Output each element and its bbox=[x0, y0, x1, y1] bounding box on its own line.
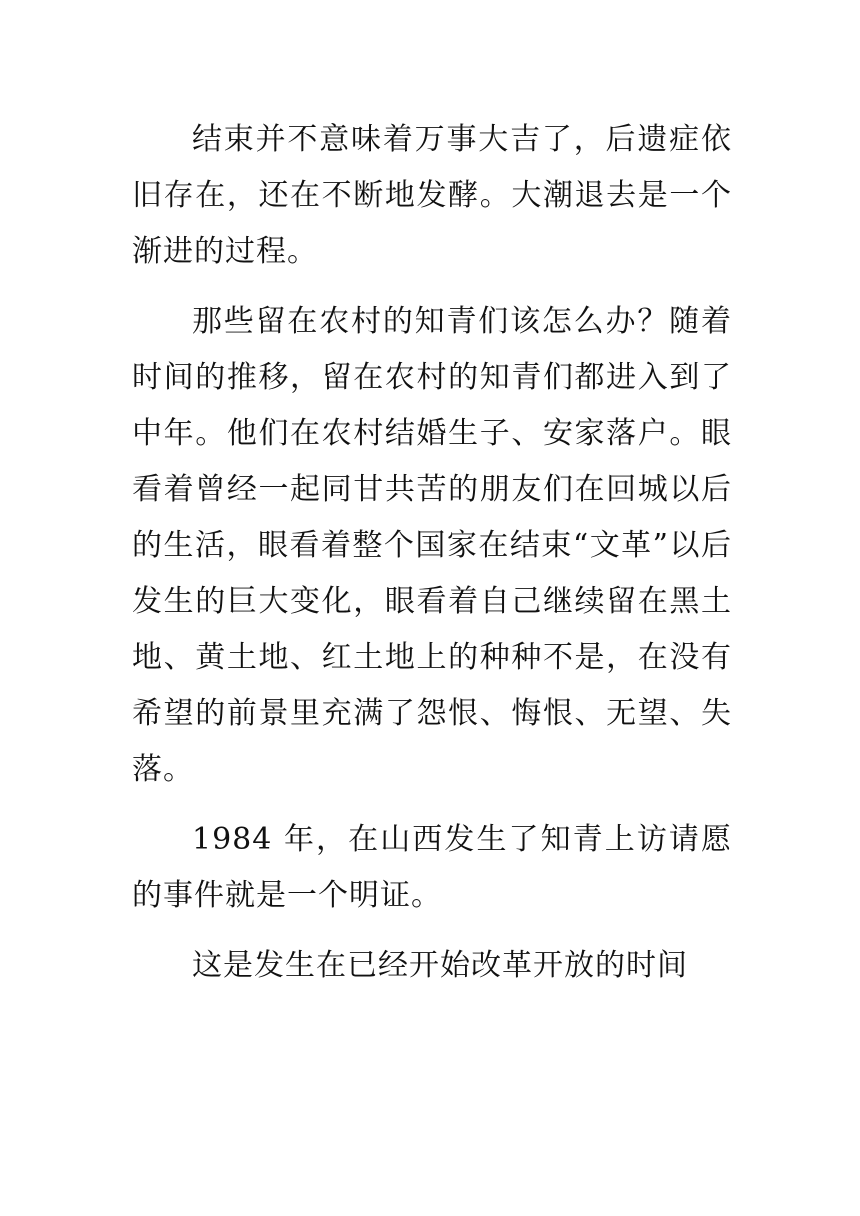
paragraph-2: 那些留在农村的知青们该怎么办？随着时间的推移，留在农村的知青们都进入到了中年。他们在农村结婚生子、安家落户。眼看着曾经一起同甘共苦的朋友们在回城以后的生活，眼看着整个国家在结束“文革”以后发生的巨大变化，眼看着自己继续留在黑土地、黄土地、红土地上的种种不是，在没有希望的前景里充满了怨恨、悔恨、无望、失落。 bbox=[132, 304, 732, 787]
paragraph-4: 这是发生在已经开始改革开放的时间 bbox=[192, 948, 688, 983]
paragraph-1: 结束并不意味着万事大吉了，后遗症依旧存在，还在不断地发酵。大潮退去是一个渐进的过程。 bbox=[132, 122, 732, 269]
document-body bbox=[132, 112, 732, 994]
paragraph-3: 1984 年，在山西发生了知青上访请愿的事件就是一个明证。 bbox=[132, 822, 732, 913]
